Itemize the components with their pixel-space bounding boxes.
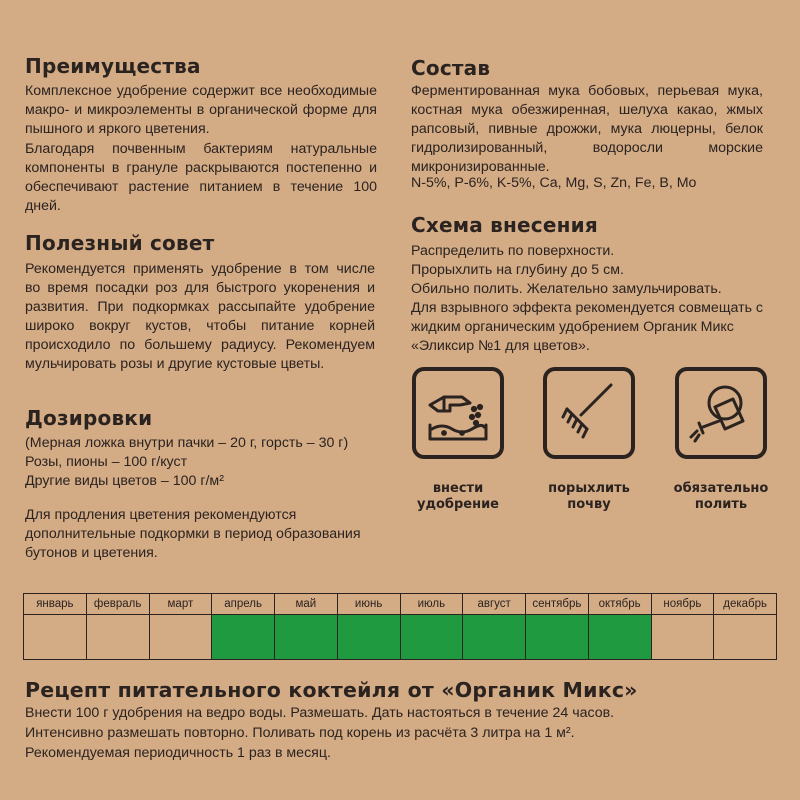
calendar-month: сентябрь xyxy=(526,594,589,615)
dosage-line-3: Другие виды цветов – 100 г/м² xyxy=(25,473,224,489)
watering-can-icon xyxy=(675,367,767,459)
icon-caption-2: порыхлить почву xyxy=(548,481,630,512)
calendar-cell xyxy=(651,615,714,660)
calendar-month: июнь xyxy=(337,594,400,615)
scheme-title: Схема внесения xyxy=(411,213,598,237)
calendar-month: ноябрь xyxy=(651,594,714,615)
calendar-cell xyxy=(149,615,212,660)
scheme-line-3: Обильно полить. Желательно замульчировать. xyxy=(411,281,722,297)
application-calendar xyxy=(23,593,777,660)
calendar-month: март xyxy=(149,594,212,615)
calendar-cell xyxy=(212,615,275,660)
calendar-month: декабрь xyxy=(714,594,777,615)
composition-text: Ферментированная мука бобовых, перьевая мука, костная мука обезжиренная, шелуха какао, жмых рапсовый, пивные дрожжи, мука люцерны, белок гидролизированный, водоросли морские микронизированные. xyxy=(411,83,763,175)
recipe-line-3: Рекомендуемая периодичность 1 раз в месяц. xyxy=(25,745,331,761)
calendar-month: июль xyxy=(400,594,463,615)
calendar-month: февраль xyxy=(86,594,149,615)
calendar-month: май xyxy=(275,594,338,615)
hand-sprinkling-fertilizer-icon xyxy=(412,367,504,459)
calendar-cell xyxy=(463,615,526,660)
dosage-note: Для продления цветения рекомендуются дополнительные подкормки в период образования бутонов и цветения. xyxy=(25,507,361,561)
scheme-line-1: Распределить по поверхности. xyxy=(411,243,615,259)
calendar-cell xyxy=(526,615,589,660)
calendar-month: октябрь xyxy=(588,594,651,615)
icon-caption-1: внести удобрение xyxy=(416,481,499,512)
calendar-cell xyxy=(400,615,463,660)
composition-elements: N-5%, P-6%, K-5%, Ca, Mg, S, Zn, Fe, B, Mo xyxy=(411,175,697,191)
advantages-paragraph-2: Благодаря почвенным бактериям натуральные компоненты в грануле раскрываются постепенно и обеспечивают растение питанием в течение 100 дней. xyxy=(25,141,377,214)
scheme-line-2: Прорыхлить на глубину до 5 см. xyxy=(411,262,624,278)
dosage-title: Дозировки xyxy=(25,406,153,430)
calendar-cell xyxy=(714,615,777,660)
calendar-cell xyxy=(588,615,651,660)
calendar-cell xyxy=(24,615,87,660)
dosage-line-2: Розы, пионы – 100 г/куст xyxy=(25,454,188,470)
recipe-title: Рецепт питательного коктейля от «Органик Микс» xyxy=(25,678,638,702)
calendar-month: январь xyxy=(24,594,87,615)
dosage-line-1: (Мерная ложка внутри пачки – 20 г, горсть – 30 г) xyxy=(25,435,349,451)
calendar-cell xyxy=(275,615,338,660)
scheme-line-4: Для взрывного эффекта рекомендуется совмещать с жидким органическим удобрением Органик Микс «Эликсир №1 для цветов». xyxy=(411,300,763,354)
recipe-line-2: Интенсивно размешать повторно. Поливать под корень из расчёта 3 литра на 1 м². xyxy=(25,725,575,741)
advantages-title: Преимущества xyxy=(25,54,201,78)
calendar-cell xyxy=(337,615,400,660)
composition-title: Состав xyxy=(411,56,491,80)
icon-caption-3: обязательно полить xyxy=(673,481,769,512)
calendar-cell xyxy=(86,615,149,660)
rake-icon xyxy=(543,367,635,459)
advantages-paragraph-1: Комплексное удобрение содержит все необходимые макро- и микроэлементы в органической форме для пышного и яркого цветения. xyxy=(25,83,377,137)
recipe-line-1: Внести 100 г удобрения на ведро воды. Размешать. Дать настояться в течение 24 часов. xyxy=(25,705,615,721)
calendar-month: апрель xyxy=(212,594,275,615)
calendar-month: август xyxy=(463,594,526,615)
tip-title: Полезный совет xyxy=(25,231,215,255)
tip-text: Рекомендуется применять удобрение в том числе во время посадки роз для быстрого укоренения и развития. При подкормках рассыпайте удобрение широко вокруг кустов, чтобы питание корней происходило по большему радиусу. Рекомендуем мульчировать розы и другие кустовые цветы. xyxy=(25,261,375,372)
